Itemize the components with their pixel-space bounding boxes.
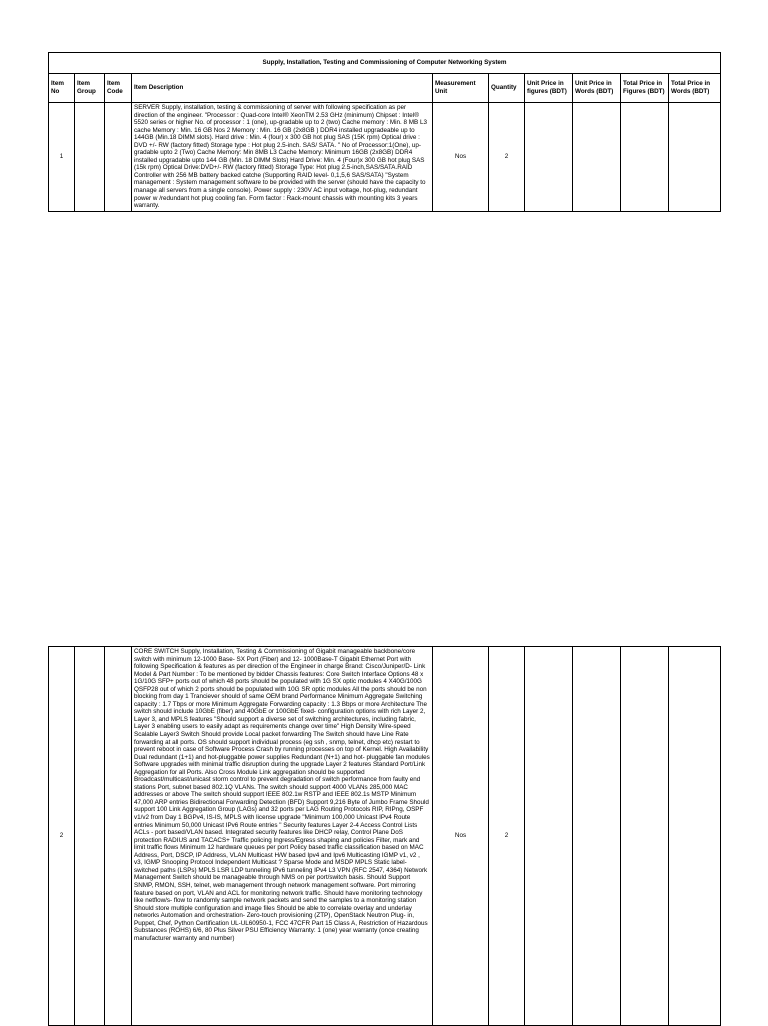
cell-measurement-unit: Nos: [433, 103, 489, 212]
cell-unit-price-figures: [525, 647, 573, 1026]
header-unit-price-words: Unit Price in Words (BDT): [573, 74, 621, 103]
cell-item-no: 1: [49, 103, 75, 212]
cell-quantity: 2: [489, 103, 525, 212]
header-measurement-unit: Measurement Unit: [433, 74, 489, 103]
cell-total-price-words: [669, 647, 721, 1026]
cell-unit-price-words: [573, 647, 621, 1026]
cell-total-price-figures: [621, 647, 669, 1026]
table-row: [49, 103, 721, 212]
header-item-description: Item Description: [132, 74, 433, 103]
cell-total-price-words: [669, 103, 721, 212]
cell-item-description: CORE SWITCH Supply, Installation, Testing & Commissioning of Gigabit manageable backbone/core switch with minimum 12-1000 Base- SX Port (Fiber) and 12- 1000Base-T Gigabit Ethernet Port with following Specification & features as per direction of the Engineer in charge Brand: Cisco/Juniper/D- Link Model & Part Number : To be mentioned by bidder Chassis features: Core Switch Interface Options 48 x 1G/10G SFP+ ports out of which 48 ports should be populated with 1G SX optic modules 4 X40G/100G QSFP28 out of which 2 ports should be populated with 10G SR optic modules All the ports should be non blocking from day 1 Tranciever should of same OEM brand Performance Minimum Aggregate Switching capacity : 1.7 Tbps or more Minimum Aggregate Forwarding capacity : 1.3 Bbps or more Architecture The switch should include 10GbE (fiber) and 40GbE or 100GbE fixed- configuration options with rich Layer 2, Layer 3, and MPLS features "Should support a diverse set of switching architectures, including fabric, Layer 3 enabling users to easily adapt as requirements change over time" High Density Wire-speed Scalable Layer3 Switch Should provide Local packet forwarding The Switch should have Line Rate forwarding at all ports. OS should support individual process (eg ssh , snmp, telnet, dhcp etc) restart to prevent reboot in case of Software Process Crash by running processes on top of Kernel. High Availability Dual redundant (1+1) and hot-pluggable power supplies Redundant (N+1) and hot- pluggable fan modules Software upgrades with minimal traffic disruption during the upgrade Layer 2 features Standard Port/Link Aggregation for all Ports. Also Cross Module Link aggregation should be supported Broadcast/multicast/unicast storm control to prevent degradation of switch performance from faulty end stations Port, subnet based 802.1Q VLANs. The switch should support 4000 VLANs 285,000 MAC addresses or above The switch should support IEEE 802.1w RSTP and IEEE 802.1s MSTP Minimum 47,000 ARP entries Bidirectional Forwarding Detection (BFD) Support 9,216 Byte of Jumbo Frame Should support 100 Link Aggregation Group (LAGs) and 32 ports per LAG Routing Protocols RIP, RIPng, OSPF v1/v2 from Day 1 BGPv4, IS-IS, MPLS with license upgrade "Minimum 100,000 Unicast IPv4 Route entries Minimum 50,000 Unicast IPv6 Route entries " Security features Layer 2-4 Access Control Lists ACLs - port based/VLAN based. Integrated security features like DHCP relay, Control Plane DoS protection RADIUS and TACACS+ Traffic policing Ingress/Egress shaping and policies Filter, mark and limit traffic flows Minimum 12 hardware queues per port Policy based traffic classification based on MAC Address, Port, DSCP, IP Address, VLAN Multicast H/W based Ipv4 and Ipv6 Multicasting IGMP v1, v2 , v3, IGMP Snooping Protocol Independent Multicast ? Sparse Mode and MSDP MPLS Static label-switched paths (LSPs) MPLS LSR LDP tunneling IPv6 tunneling IPv4 L3 VPN (RFC 2547, 4364) Network Management Switch should be manageable through NMS on per port/switch basis. Should Support SNMP, RMON, SSH, telnet, web management through network management software. Port mirroring feature based on port, VLAN and ACL for monitoring network traffic. Should have monitoring technology like netflow/s- flow to randomly sample network packets and send the samples to a monitoring station Should store multiple configuration and image files Should be able to correlate overlay and underlay networks Automation and orchestration- Zero-touch provisioning (ZTP), OpenStack Neutron Plug- in, Puppet, Chef, Python Certification UL-UL60950-1, FCC 47CFR Part 15 Class A, Restriction of Hazardous Substances (ROHS) 6/6, 80 Plus Silver PSU Efficiency Warranty: 1 (one) year warranty (once creating manufacturer warranty and number): [132, 647, 433, 1026]
header-quantity: Quantity: [489, 74, 525, 103]
cell-item-code: [105, 647, 132, 1026]
cell-item-code: [105, 103, 132, 212]
cell-item-description: SERVER Supply, installation, testing & commissioning of server with following specification as per direction of the engineer. "Processor : Quad-core Intel® XeonTM 2.53 GHz (minimum) Chipset : Intel® 5520 series or higher No. of processor : 1 (one), up-gradable up to 2 (two) Cache memory : Min. 8 MB L3 cache Memory : Min. 16 GB Nos 2 Memory : Min. 16 GB (2x8GB ) DDR4 installed upgradeable up to 144GB (Min.18 DIMM slots). Hard drive : Min. 4 (four) x 300 GB hot plug SAS (15K rpm) Optical drive : DVD +/- RW (factory fitted) Storage type : Hot plug 2.5-inch. SAS/ SATA. " No of Processor:1(One), up-gradable upto 2 (Two) Cache Memory: Min 8MB L3 Cache Memory: Minimum 16GB (2x8GB) DDR4 installed upgradable upto 144 GB (Min. 18 DIMM Slots) Hard Drive: Min. 4 (Four)x 300 GB hot plug SAS (15k rpm) Optical Drive:DVD+/- RW (factory fitted) Storage Type: Hot plug 2.5-inch,SAS/SATA.RAID Controller with 256 MB battery backed catche (Supporting RAID level- 0,1,5,6 SAS/SATA) "System management : System management software to be provided with the server (should have the capacity to manage all servers from a single console). Power supply : 230V AC input voltage, hot-plug, redundant power w /redundant hot plug cooling fan. Form factor : Rack-mount chassis with mounting kits 3 years warranty.: [132, 103, 433, 212]
cell-measurement-unit: Nos: [433, 647, 489, 1026]
bill-of-quantities-table: [48, 52, 721, 212]
header-row: [49, 74, 721, 103]
header-unit-price-figures: Unit Price in figures (BDT): [525, 74, 573, 103]
header-item-code: Item Code: [105, 74, 132, 103]
cell-item-group: [75, 103, 105, 212]
header-total-price-words: Total Price in Words (BDT): [669, 74, 721, 103]
table-row: [49, 647, 721, 1026]
header-item-group: Item Group: [75, 74, 105, 103]
cell-item-group: [75, 647, 105, 1026]
cell-unit-price-words: [573, 103, 621, 212]
table-title: Supply, Installation, Testing and Commissioning of Computer Networking System: [49, 53, 721, 74]
header-total-price-figures: Total Price in Figures (BDT): [621, 74, 669, 103]
bill-of-quantities-table-continued: [48, 646, 721, 1026]
cell-unit-price-figures: [525, 103, 573, 212]
cell-quantity: 2: [489, 647, 525, 1026]
header-item-no: Item No: [49, 74, 75, 103]
cell-item-no: 2: [49, 647, 75, 1026]
cell-total-price-figures: [621, 103, 669, 212]
